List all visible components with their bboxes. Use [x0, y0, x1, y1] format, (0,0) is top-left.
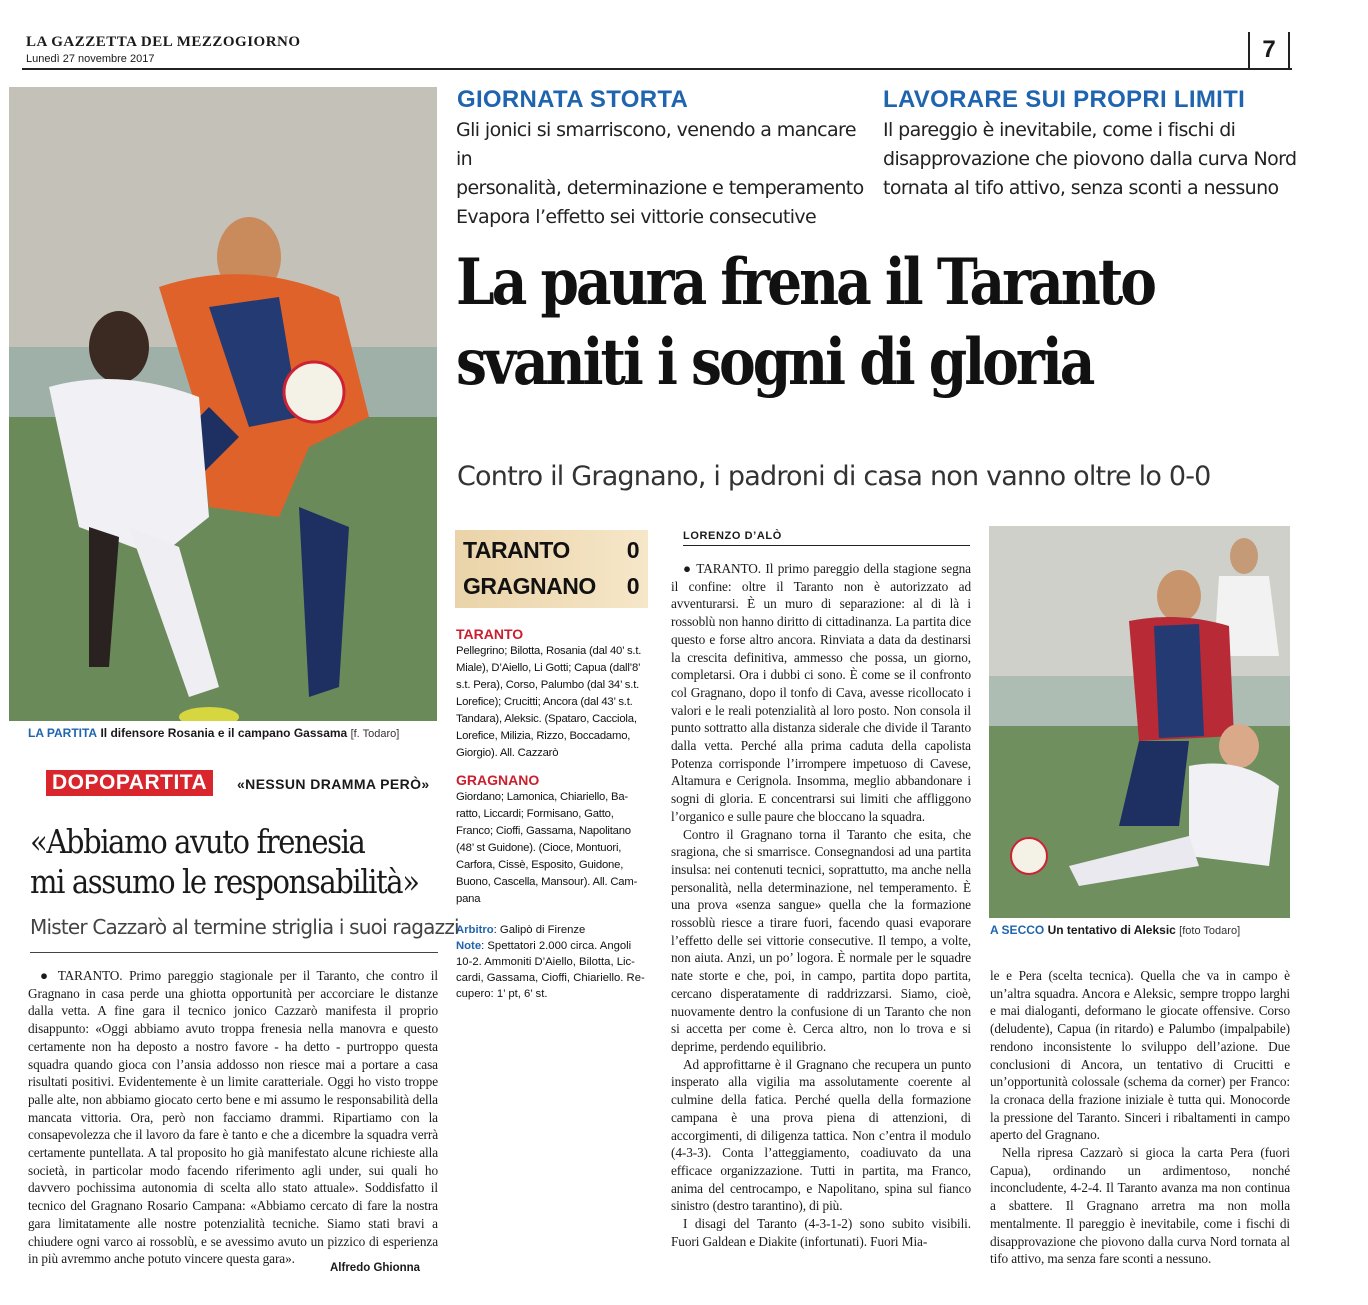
lineup-home — [456, 643, 656, 762]
away-goals: 0 — [626, 573, 639, 599]
photo2-kicker: A SECCO — [990, 923, 1045, 937]
notes-line: 10-2. Ammoniti D’Aiello, Bilotta, Lic- — [456, 956, 635, 968]
lineup-line: Tandara), Aleksic. (Spataro, Cacciola, — [456, 713, 637, 725]
page-number: 7 — [1248, 32, 1290, 68]
notes-line — [456, 938, 661, 954]
headline-line-2: svaniti i sogni di gloria — [456, 325, 1093, 400]
article-paragraph: Ad approfittarne è il Gragnano che recupera un punto insperato alla vigilia ma assolutamente coerente al culmine della fatica. Perché quella della formazione campana è una prova piena di attenzioni, di accorgimenti, di diligenza tattica. Non c’entra il modulo (4-3-3). Conta l’atteggiamento, coadiuvato da una efficace organizzazione. Tutti in partita, ma Franco, anima del centrocampo, e Napolitano, spina sul fianco sinistro (destro tarantino), di più. — [671, 1056, 971, 1214]
referee-line — [456, 922, 661, 938]
headline-line-1: La paura frena il Taranto — [456, 245, 1154, 320]
lineup-away — [456, 789, 656, 908]
deck-left-text — [456, 116, 876, 232]
lineup-line: Franco; Cioffi, Gassama, Napolitano — [456, 825, 631, 837]
deck-right-line: tornata al tifo attivo, senza sconti a nessuno — [883, 177, 1279, 199]
issue-date: Lunedì 27 novembre 2017 — [26, 53, 155, 65]
dopopartita-quote: «NESSUN DRAMMA PERÒ» — [237, 776, 430, 792]
deck-left-line: Evapora l’effetto sei vittorie consecutive — [456, 206, 817, 228]
deck-right-line: Il pareggio è inevitabile, come i fischi di — [883, 119, 1236, 141]
deck-right-line: disapprovazione che piovono dalla curva Nord — [883, 148, 1297, 170]
lineup-home-title: TARANTO — [456, 626, 524, 642]
photo1-kicker: LA PARTITA — [28, 726, 98, 740]
dopopartita-badge: DOPOPARTITA — [46, 770, 213, 796]
lineup-line: Carfora, Cissè, Esposito, Guidone, — [456, 859, 624, 871]
photo1-caption-text: Il difensore Rosania e il campano Gassama — [100, 726, 348, 740]
article-paragraph: ● TARANTO. Il primo pareggio della stagione segna il confine: oltre il Taranto non è autorizzato ad avventurarsi. È un muro di separazione: al di là i rossoblù non hanno diritto di cittadinanza. La partita dice questo e forse altro ancora. Rinviata a data da destinarsi la crescita definitiva, ammesso che possa, un giorno, completarsi. Ora i dubbi ci sono. È come se il confronto col Gragnano, dopo il tonfo di Cava, avesse ricollocato i valori e le reali potenzialità al loro posto. Non consola il punto sottratto alla distanza siderale che divide il Taranto dalla vetta. Perché alla prima caduta della capolista Potenza corrisponde l’irrompere impetuoso di Cavese, Altamura e Cerignola. Insomma, meglio abbandonare i sogni di gloria. E concentrarsi sui limiti che affliggono l’organico e sulle paure che bloccano la squadra. — [671, 561, 971, 824]
home-team: TARANTO — [463, 537, 570, 563]
photo2-caption — [990, 923, 1290, 937]
match-photo-aleksic — [989, 526, 1290, 918]
dopopartita-subhead: Mister Cazzarò al termine striglia i suoi ragazzi — [30, 915, 459, 939]
newspaper-name: LA GAZZETTA DEL MEZZOGIORNO — [26, 34, 301, 50]
notes-label: Note — [456, 940, 482, 952]
article-column-1 — [671, 560, 971, 1250]
dopopartita-signature: Alfredo Ghionna — [330, 1262, 421, 1274]
main-headline — [456, 243, 1299, 403]
photo1-credit: [f. Todaro] — [350, 728, 400, 740]
referee-label: Arbitro — [456, 924, 494, 936]
deck-right-text — [883, 116, 1303, 203]
dopopartita-rule — [30, 952, 438, 953]
match-notes — [456, 922, 661, 1002]
match-photo-rosania-gassama — [9, 87, 437, 721]
lineup-line: Pellegrino; Bilotta, Rosania (dal 40’ s.t. — [456, 645, 642, 657]
dopopartita-headline-line-2: mi assumo le responsabilità» — [30, 862, 419, 901]
article-paragraph: le e Pera (scelta tecnica). Quella che va in campo è un’altra squadra. Ancora e Aleksic, sempre troppo larghi e mai dialoganti, deformano le giocate offensive. Corso (deludente), Capua (in ritardo) e Palumbo (impalpabile) rendono inconsistente lo sviluppo dell’azione. Due conclusioni di Ancora, un tentativo di Crucitti e un’opportunità colossale (schema da corner) per Franco: la cronaca della frazione iniziale è tutta qui. Monocorde la pressione del Taranto. Sinceri i ribaltamenti in campo aperto del Gragnano. — [990, 968, 1290, 1143]
photo1-caption — [28, 726, 440, 740]
subheadline: Contro il Gragnano, i padroni di casa non vanno oltre lo 0-0 — [457, 461, 1211, 492]
notes-line: cardi, Gassama, Cioffi, Chiariello. Re- — [456, 972, 645, 984]
lineup-line: Lorefice, Milizia, Rizzo, Boccadamo, — [456, 730, 631, 742]
lineup-line: s.t. Pera), Corso, Palumbo (dal 34’ s.t. — [456, 679, 640, 691]
deck-left-kicker: GIORNATA STORTA — [457, 86, 689, 113]
article-paragraph: Nella ripresa Cazzarò si gioca la carta Pera (fuori Capua), ordinando un ardimentoso, nonché inconcludente, 4-2-4. Il Taranto avanza ma non continua a sbattere. Il Gragnano arretra ma non molla mentalmente. Il pareggio è inevitabile, come i fischi di disapprovazione che piovono dalla curva Nord tornata al tifo attivo, ma senza fare sconti a nessuno. — [990, 1145, 1290, 1267]
photo2-credit: [foto Todaro] — [1179, 925, 1241, 937]
lineup-line: Lorefice); Crucitti; Ancora (dal 43’ s.t. — [456, 696, 633, 708]
lineup-line: Giorgio). All. Cazzarò — [456, 747, 559, 759]
lineup-line: pana — [456, 893, 481, 905]
lineup-away-title: GRAGNANO — [456, 772, 540, 788]
article-paragraph: I disagi del Taranto (4-3-1-2) sono subito visibili. Fuori Galdean e Diakite (infortunati). Fuori Mia- — [671, 1216, 971, 1249]
byline: LORENZO D’ALÒ — [683, 530, 782, 542]
score-row-away — [463, 573, 643, 600]
lineup-line: Giordano; Lamonica, Chiariello, Ba- — [456, 791, 628, 803]
article-column-2 — [990, 967, 1290, 1268]
masthead-rule — [22, 68, 1292, 70]
dopopartita-headline-line-1: «Abbiamo avuto frenesia — [30, 822, 365, 861]
photo2-caption-text: Un tentativo di Aleksic — [1047, 923, 1176, 937]
home-goals: 0 — [626, 537, 639, 563]
lineup-line: Miale), D’Aiello, Li Gotti; Capua (dall’8’ — [456, 662, 641, 674]
dopopartita-headline — [30, 822, 444, 902]
deck-right-kicker: LAVORARE SUI PROPRI LIMITI — [883, 86, 1246, 113]
lineup-line: (48’ st Guidone). (Cioce, Montuori, — [456, 842, 622, 854]
notes-value: : Spettatori 2.000 circa. Angoli — [481, 940, 632, 952]
deck-left-line: personalità, determinazione e temperamento — [456, 177, 864, 199]
score-box — [455, 530, 648, 608]
article-paragraph: Contro il Gragnano torna il Taranto che esita, che sragiona, che si smarrisce. Consegnandosi ad una partita insulsa: nei contenuti tecnici, soprattutto, ma anche nella personalità, nella determinazione, nel temperamento. È una prova «senza sangue» quella che la formazione rossoblù riesce a tirare fuori, facendo quasi evaporare l’effetto delle sei vittorie consecutive. Il tempo, a volte, non aiuta. Anzi, un po’ logora. È normale per le squadre nate storte e che, poi, in campo, partita dopo partita, cercano disperatamente di raddrizzarsi. Siamo, cioè, nuovamente dentro la confusione di un Taranto che non si accetta per come è. Cerca altro, non lo trova e si deprime, perdendo equilibrio. — [671, 826, 971, 1054]
notes-line: cupero: 1’ pt, 6’ st. — [456, 988, 548, 1000]
referee-value: : Galipò di Firenze — [493, 924, 586, 936]
dopopartita-body: ● TARANTO. Primo pareggio stagionale per il Taranto, che contro il Gragnano in casa perde una ghiotta opportunità per accorciare le distanze dalla vetta. A fine gara il tecnico jonico Cazzarò manifesta il proprio disappunto: «Oggi abbiamo avuto troppa frenesia nella manovra e questo certamente non ha deposto a nostro favore - ha detto - purtroppo questa squadra quando gioca con l’ansia addosso non riesce mai a portare a casa risultati positivi. Evidentemente è un limite caratteriale. Oggi ho visto troppe palle alte, non abbiamo giocato certo bene e mi assumo le responsabilità della mancata vittoria. Ora, però non facciamo drammi. Ripartiamo con la consapevolezza che il lavoro da fare è tanto e che a dicembre la squadra verrà certamente puntellata. A tal proposito ho già manifestato alcune richieste alla società, in particolar modo facendo riferimento agli under, sui quali ho davvero pochissima autonomia di scelta allo stato attuale». Soddisfatto il tecnico del Gragnano Rosario Campana: «Abbiamo cercato di fare la nostra gara limitatamente alle nostre potenzialità tecniche. Siamo stati bravi a chiudere ogni varco ai rossoblù, e se avessimo avuto un pizzico di esperienza in più avremmo anche potuto vincere questa gara». — [28, 968, 438, 1267]
lineup-line: ratto, Liccardi; Formisano, Gatto, — [456, 808, 614, 820]
score-row-home — [463, 537, 643, 564]
lineup-line: Buono, Cascella, Mansour). All. Cam- — [456, 876, 638, 888]
away-team: GRAGNANO — [463, 573, 596, 599]
deck-left-line: Gli jonici si smarriscono, venendo a mancare in — [456, 119, 856, 170]
byline-rule — [683, 545, 970, 546]
